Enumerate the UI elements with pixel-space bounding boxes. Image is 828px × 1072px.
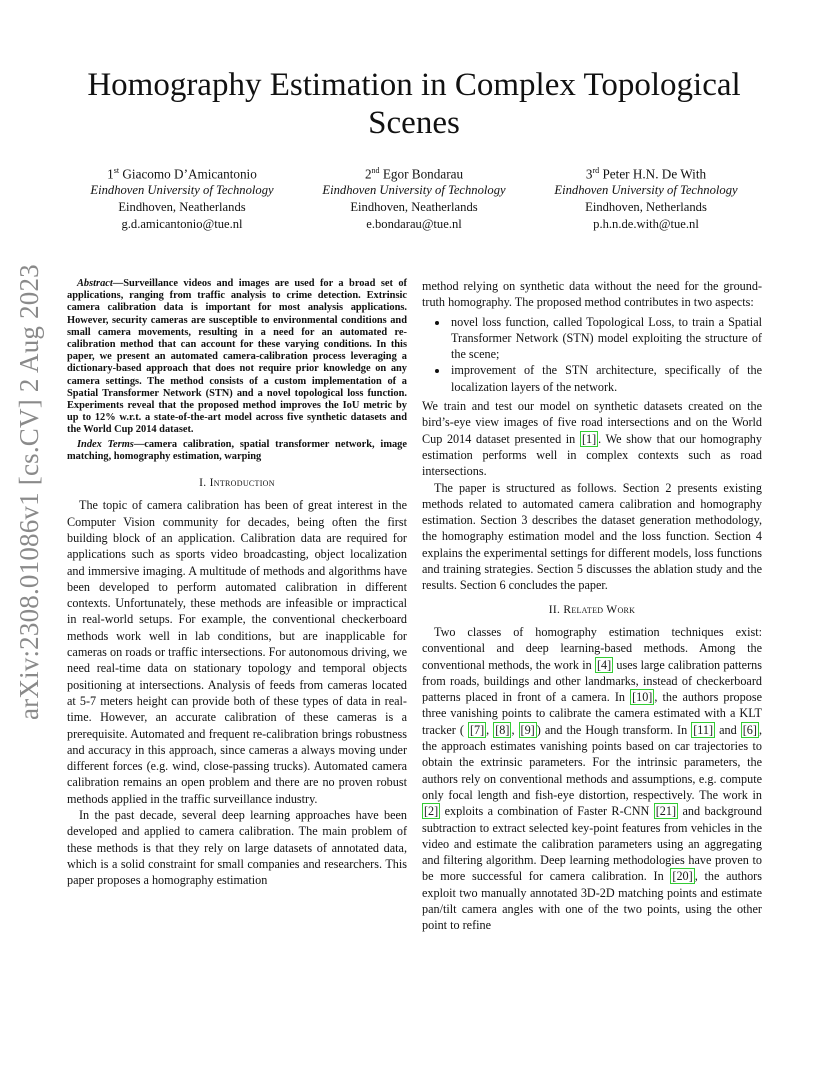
author-1 <box>66 162 298 233</box>
citation-link[interactable]: [9] <box>520 722 535 737</box>
list-item: • improvement of the STN architecture, specifically of the localization layers of the network. <box>449 362 762 395</box>
text-run: , <box>486 722 494 737</box>
arxiv-stamp: arXiv:2308.01086v1 [cs.CV] 2 Aug 2023 <box>14 264 44 720</box>
author-ordinal: 2 <box>364 166 372 182</box>
author-location: Eindhoven, Netherlands <box>585 200 707 215</box>
text-run: and <box>715 722 741 737</box>
citation-link[interactable]: [6] <box>742 722 757 737</box>
citation-link[interactable]: [20] <box>672 869 693 884</box>
author-affiliation: Eindhoven University of Technology <box>90 183 274 198</box>
text-run: and background subtraction to extract selected key-point features from vehicles in the video and estimate the calibration parameters using an aggregating and filtering algorithm. Deep learning methodologies have proven to be more successful for camera calibration. In <box>422 804 762 884</box>
structure-paragraph: The paper is structured as follows. Section 2 presents existing methods related to automated camera calibration and homography estimation. Section 3 describes the dataset generation methodology, the homography estimation model and the loss function. Section 4 explains the experimental settings for different models, loss functions and training strategies. Section 5 discusses the ablation study and the results. Section 6 concludes the paper. <box>422 480 762 593</box>
right-column <box>422 278 762 934</box>
citation-link[interactable]: [21] <box>655 804 677 819</box>
citation-link[interactable]: [8] <box>495 722 510 737</box>
text-run: We train and test our model on synthetic datasets created on the bird’s-eye view images of five road intersections and on the World Cup 2014 dataset presented in <box>422 399 762 446</box>
training-paragraph <box>422 398 762 479</box>
text-run: Two classes of homography estimation techniques exist: conventional and deep learning-based methods. Among the conventional methods, the work in <box>422 624 762 672</box>
index-terms-text: —camera calibration, spatial transformer network, image matching, homography estimation, warping <box>67 438 407 462</box>
section-heading-related-work: II. Related Work <box>548 603 636 616</box>
section-heading-introduction: I. Introduction <box>199 477 275 490</box>
abstract <box>67 278 407 437</box>
author-name: Peter H.N. De With <box>602 166 707 182</box>
list-item: • novel loss function, called Topological Loss, to train a Spatial Transformer Network (STN) model exploiting the structure of the scene; <box>449 314 762 363</box>
text-run: exploits a combination of Faster R-CNN <box>440 804 654 819</box>
intro-paragraph-1: The topic of camera calibration has been of great interest in the Computer Vision community for decades, being often the first building block of an application. Calibration data are required for applications such as sports video broadcasting, object localization and immersive imaging. A multitude of methods and algorithms have been developed to perform automated calibration in different contexts. Unfortunately, these methods are infeasible or impractical in real-world setups. For example, the conventional checkerboard methods work well in lab conditions, but are inapplicable for cameras on roads or traffic intersections. For autonomous driving, we need real-time data on stationary topology and temporal objects positioning at intersections. Analysis of feeds from cameras located at 5-7 meters height can provide both of these types of data in real-time. However, an accurate calibration of these cameras is a prerequisite. Automated and frequent re-calibration brings robustness and accuracy in this approach, since cameras a always moving under different forces (e.g. wind, close-passing trucks). Automated camera calibration remains an open problem and there are no proven robust methods applied in the traffic surveillance industry. <box>67 498 407 806</box>
text-run: , the approach estimates vanishing points based on car trajectories to obtain the extrinsic parameters. For the intrinsic parameters, the authors rely on conventional methods and assumptions, e.g. compute only focal length and fish-eye distortion, respectively. The work in <box>422 722 762 802</box>
author-ordinal-suffix: st <box>113 166 120 175</box>
author-ordinal-suffix: nd <box>371 166 380 175</box>
text-run: , <box>511 722 519 737</box>
text-run: , the authors exploit two manually annotated 3D-2D matching points and estimate pan/tilt camera angles with one of the two points, using the other point to refine <box>422 869 762 933</box>
author-block <box>66 162 762 238</box>
related-work-paragraph <box>422 624 762 934</box>
author-location: Eindhoven, Neatherlands <box>118 200 246 215</box>
index-terms <box>67 439 407 463</box>
author-location: Eindhoven, Neatherlands <box>350 200 478 215</box>
citation-link[interactable]: [7] <box>469 722 485 737</box>
abstract-text: —Surveillance videos and images are used for a broad set of applications, ranging from traffic analysis to crime detection. Extrinsic camera calibration data is important for most analysis applications. However, security cameras are susceptible to environmental conditions and small camera movements, resulting in a need for an automated re-calibration method that can account for these varying conditions. In this paper, we present an automated camera-calibration process leveraging a dictionary-based approach that does not require prior knowledge on any camera settings. The method consists of a custom implementation of a Spatial Transformer Network (STN) and a novel topological loss function. Experiments reveal that the proposed method improves the IoU metric by up to 12% w.r.t. a state-of-the-art model across five synthetic datasets and the World Cup 2014 dataset. <box>67 278 407 436</box>
author-ordinal-suffix: rd <box>592 166 600 175</box>
citation-link[interactable]: [1] <box>581 431 597 446</box>
citation-link[interactable]: [4] <box>596 657 612 672</box>
contribution-paragraph: method relying on synthetic data without the need for the ground-truth homography. The proposed method contributes in two aspects: <box>422 279 762 310</box>
author-affiliation: Eindhoven University of Technology <box>322 183 506 198</box>
contribution-list <box>422 314 762 395</box>
author-email: p.h.n.de.with@tue.nl <box>593 217 699 232</box>
citation-link[interactable]: [10] <box>632 690 653 705</box>
index-terms-label: Index Terms <box>77 438 134 450</box>
text-run: uses large calibration patterns from roads, buildings and other landmarks, instead of checkerboard patterns placed in front of a camera. In <box>422 657 762 705</box>
author-email: e.bondarau@tue.nl <box>366 217 462 232</box>
author-ordinal: 1 <box>107 166 114 182</box>
author-2 <box>298 162 530 233</box>
author-3 <box>530 162 762 233</box>
author-name: Giacomo D’Amicantonio <box>122 166 257 182</box>
author-email: g.d.amicantonio@tue.nl <box>121 217 243 232</box>
author-affiliation: Eindhoven University of Technology <box>554 183 738 198</box>
author-ordinal: 3 <box>585 166 593 182</box>
left-column <box>67 278 407 888</box>
text-run: . We show that our homography estimation performs well in complex contexts such as road intersections. <box>422 431 762 479</box>
author-name: Egor Bondarau <box>382 166 464 182</box>
text-run: , the authors propose three vanishing points to calibrate the camera estimated with a KLT tracker ( <box>422 690 762 737</box>
citation-link[interactable]: [11] <box>693 722 714 737</box>
abstract-label: Abstract <box>77 278 113 289</box>
intro-paragraph-2: In the past decade, several deep learning approaches have been developed and applied to camera calibration. The main problem of these methods is that they rely on large datasets of annotated data, which is a solid constraint for small companies and researchers. This paper proposes a homography estimation <box>67 807 407 888</box>
citation-link[interactable]: [2] <box>424 804 439 819</box>
text-run: ) and the Hough transform. In <box>536 722 692 737</box>
paper-title: Homography Estimation in Complex Topological Scenes <box>87 67 741 141</box>
